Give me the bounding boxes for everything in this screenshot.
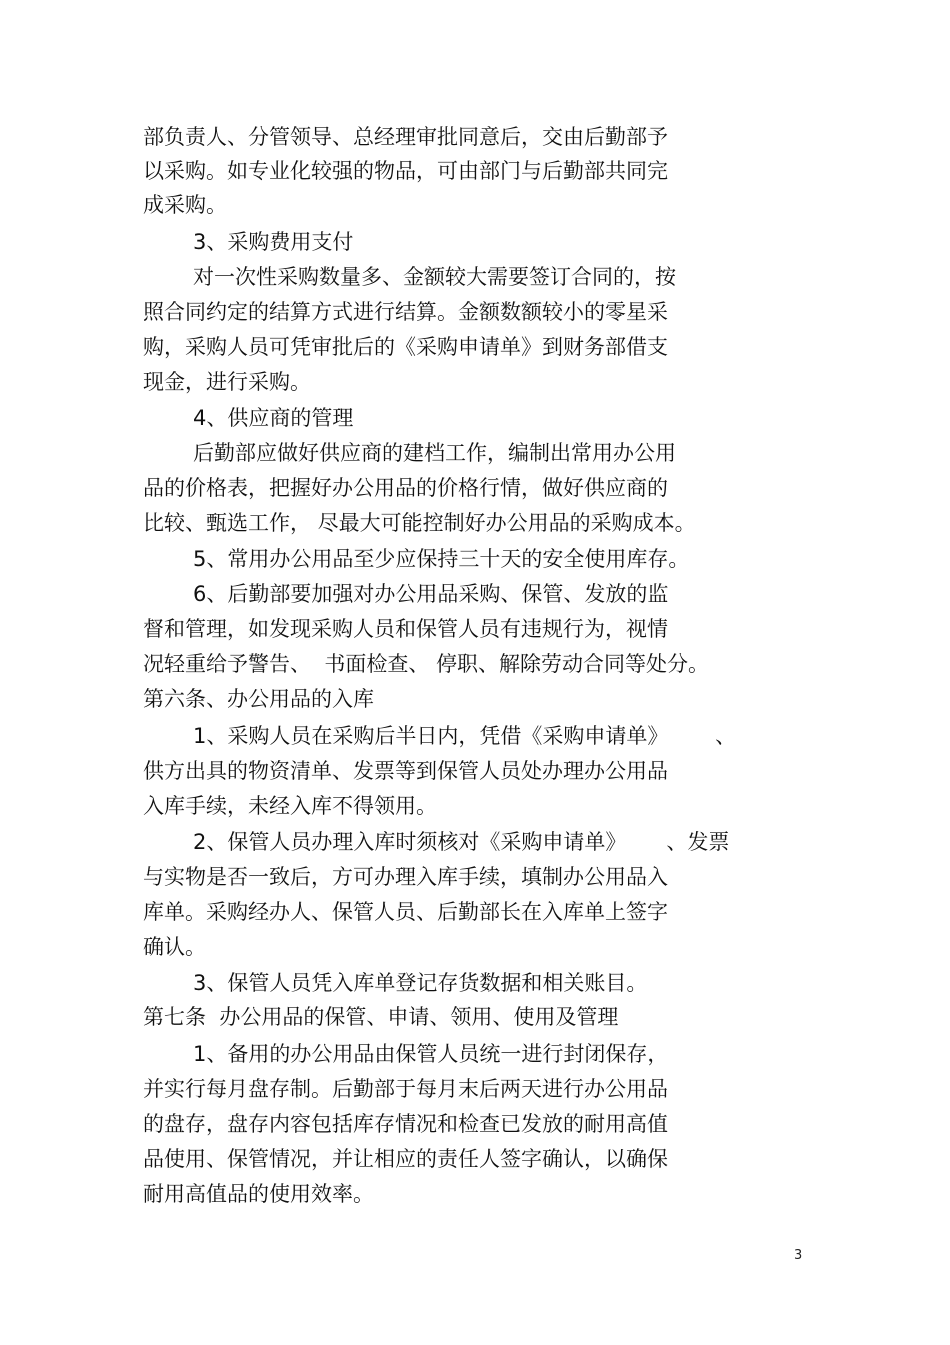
section-heading: 4、供应商的管理	[193, 406, 354, 430]
text-line: 品的价格表，把握好办公用品的价格行情，做好供应商的	[143, 476, 668, 500]
text-line: 成采购。	[143, 193, 227, 217]
article-heading: 第七条 办公用品的保管、申请、领用、使用及管理	[143, 1005, 619, 1029]
text-line: 部负责人、分管领导、总经理审批同意后，交由后勤部予	[143, 125, 668, 149]
text-line: 入库手续，未经入库不得领用。	[143, 794, 437, 818]
text-line: 并实行每月盘存制。后勤部于每月末后两天进行办公用品	[143, 1077, 668, 1101]
text-line: 库单。采购经办人、保管人员、后勤部长在入库单上签字	[143, 900, 668, 924]
text-line: 督和管理，如发现采购人员和保管人员有违规行为，视情	[143, 617, 668, 641]
text-line: 现金，进行采购。	[143, 370, 311, 394]
page-number: 3	[794, 1248, 803, 1263]
text-line: 供方出具的物资清单、发票等到保管人员处办理办公用品	[143, 759, 668, 783]
text-line: 与实物是否一致后，方可办理入库手续，填制办公用品入	[143, 865, 668, 889]
text-line: 照合同约定的结算方式进行结算。金额数额较小的零星采	[143, 300, 668, 324]
text-line: 3、保管人员凭入库单登记存货数据和相关账目。	[193, 971, 648, 995]
text-line: 品使用、保管情况，并让相应的责任人签字确认，以确保	[143, 1147, 668, 1171]
text-line: 况轻重给予警告、 书面检查、 停职、解除劳动合同等处分。	[143, 652, 710, 676]
text-line: 后勤部应做好供应商的建档工作，编制出常用办公用	[193, 441, 676, 465]
text-line: 的盘存，盘存内容包括库存情况和检查已发放的耐用高值	[143, 1112, 668, 1136]
text-line: 耐用高值品的使用效率。	[143, 1182, 374, 1206]
text-line: 1、采购人员在采购后半日内，凭借《采购申请单》 、	[193, 724, 737, 748]
text-line: 5、常用办公用品至少应保持三十天的安全使用库存。	[193, 547, 690, 571]
article-heading: 第六条、办公用品的入库	[143, 687, 374, 711]
text-line: 确认。	[143, 935, 206, 959]
text-line: 以采购。如专业化较强的物品，可由部门与后勤部共同完	[143, 159, 668, 183]
text-line: 2、保管人员办理入库时须核对《采购申请单》 、发票	[193, 830, 730, 854]
section-heading: 3、采购费用支付	[193, 230, 354, 254]
text-line: 对一次性采购数量多、金额较大需要签订合同的，按	[193, 265, 676, 289]
text-line: 1、备用的办公用品由保管人员统一进行封闭保存，	[193, 1042, 669, 1066]
text-line: 6、后勤部要加强对办公用品采购、保管、发放的监	[193, 582, 669, 606]
text-line: 购，采购人员可凭审批后的《采购申请单》到财务部借支	[143, 335, 668, 359]
text-line: 比较、甄选工作， 尽最大可能控制好办公用品的采购成本。	[143, 511, 696, 535]
